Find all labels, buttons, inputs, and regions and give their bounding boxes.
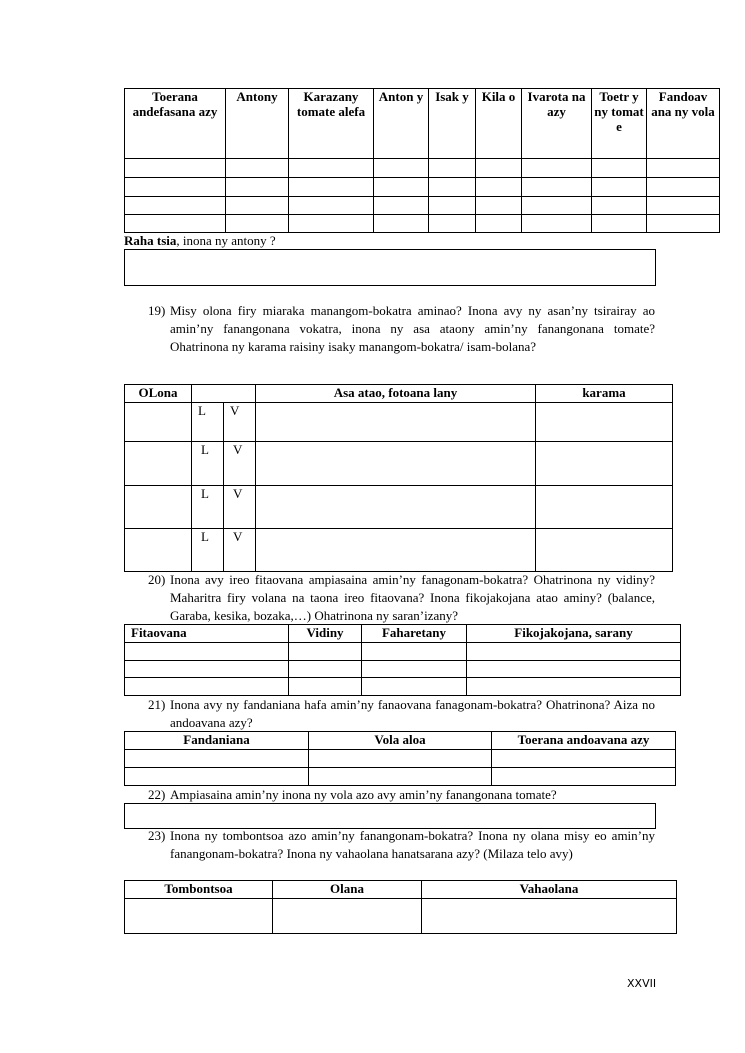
question-21	[148, 696, 655, 732]
table-row[interactable]	[125, 442, 673, 486]
money-use-answer-box[interactable]	[124, 803, 656, 829]
table-row[interactable]	[125, 178, 720, 197]
table-row[interactable]	[125, 403, 673, 442]
if-not-question	[124, 233, 276, 249]
question-number: 21)	[148, 697, 166, 712]
reason-answer-box[interactable]	[124, 249, 656, 286]
question-20	[148, 571, 655, 625]
table-row[interactable]	[125, 643, 681, 661]
v-cell[interactable]: V	[224, 442, 256, 486]
question-text: Inona ny tombontsoa azo amin’ny fanangonam-bokatra? Inona ny olana misy eo amin’ny fanangonam-bokatra? Inona ny vahaolana hanatsarana azy? (Milaza telo avy)	[170, 828, 655, 861]
header-cell: Toerana andefasana azy	[125, 89, 226, 159]
if-not-label: Raha tsia	[124, 233, 177, 248]
header-cell: karama	[536, 385, 673, 403]
table-row[interactable]	[125, 486, 673, 529]
question-number: 22)	[148, 787, 166, 802]
l-cell[interactable]: L	[192, 403, 224, 442]
header-cell: Fikojakojana, sarany	[467, 625, 681, 643]
expenses-table	[124, 731, 676, 786]
v-cell[interactable]: V	[224, 403, 256, 442]
header-cell: Toerana andoavana azy	[492, 732, 676, 750]
header-cell: Faharetany	[362, 625, 467, 643]
table-row[interactable]	[125, 899, 677, 934]
destination-table	[124, 88, 720, 233]
table-row[interactable]	[125, 159, 720, 178]
page-number: XXVII	[627, 977, 657, 990]
header-cell: Toetr y ny tomat e	[592, 89, 647, 159]
question-number: 20)	[148, 572, 166, 587]
table-row[interactable]	[125, 750, 676, 768]
l-cell[interactable]: L	[192, 529, 224, 572]
header-cell: Vola aloa	[309, 732, 492, 750]
question-22	[148, 786, 655, 804]
table-row[interactable]	[125, 661, 681, 678]
table-row[interactable]	[125, 197, 720, 215]
header-cell: Fandoav ana ny vola	[647, 89, 720, 159]
header-cell: Fandaniana	[125, 732, 309, 750]
question-number: 19)	[148, 303, 166, 318]
l-cell[interactable]: L	[192, 486, 224, 529]
header-cell: Antony	[226, 89, 289, 159]
header-cell: Vahaolana	[422, 881, 677, 899]
question-23	[148, 827, 655, 863]
header-cell: Anton y	[374, 89, 429, 159]
question-number: 23)	[148, 828, 166, 843]
question-text: Ampiasaina amin’ny inona ny vola azo avy amin’ny fanangonana tomate?	[170, 787, 557, 802]
tools-table	[124, 624, 681, 696]
if-not-text: , inona ny antony ?	[176, 233, 276, 248]
benefits-problems-table	[124, 880, 677, 934]
question-text: Inona avy ny fandaniana hafa amin’ny fanaovana fanagonam-bokatra? Ohatrinona? Aiza no andoavana azy?	[170, 697, 655, 730]
header-cell: Karazany tomate alefa	[289, 89, 374, 159]
v-cell[interactable]: V	[224, 529, 256, 572]
header-cell: OLona	[125, 385, 192, 403]
header-cell: Tombontsoa	[125, 881, 273, 899]
question-19	[148, 302, 655, 356]
header-cell: Ivarota na azy	[522, 89, 592, 159]
header-cell: Fitaovana	[125, 625, 289, 643]
header-cell: Asa atao, fotoana lany	[256, 385, 536, 403]
header-cell: Kila o	[476, 89, 522, 159]
v-cell[interactable]: V	[224, 486, 256, 529]
header-cell: Isak y	[429, 89, 476, 159]
header-cell: Vidiny	[289, 625, 362, 643]
l-cell[interactable]: L	[192, 442, 224, 486]
header-cell	[192, 385, 256, 403]
header-cell: Olana	[273, 881, 422, 899]
workers-table	[124, 384, 673, 572]
question-text: Misy olona firy miaraka manangom-bokatra aminao? Inona avy ny asan’ny tsirairay ao amin’ny fanangonana vokatra, inona ny asa ataony amin’ny fanangonana tomate? Ohatrinona ny karama raisiny isaky manangom-bokatra/ isam-bolana?	[170, 303, 655, 354]
table-row[interactable]	[125, 678, 681, 696]
table-row[interactable]	[125, 529, 673, 572]
table-row[interactable]	[125, 215, 720, 233]
table-row[interactable]	[125, 768, 676, 786]
question-text: Inona avy ireo fitaovana ampiasaina amin’ny fanagonam-bokatra? Ohatrinona ny vidiny? Maharitra firy volana na taona ireo fitaovana? Inona fikojakojana atao aminy? (balance, Garaba, kesika, bozaka,…) Ohatrinona ny saran’izany?	[170, 572, 655, 623]
